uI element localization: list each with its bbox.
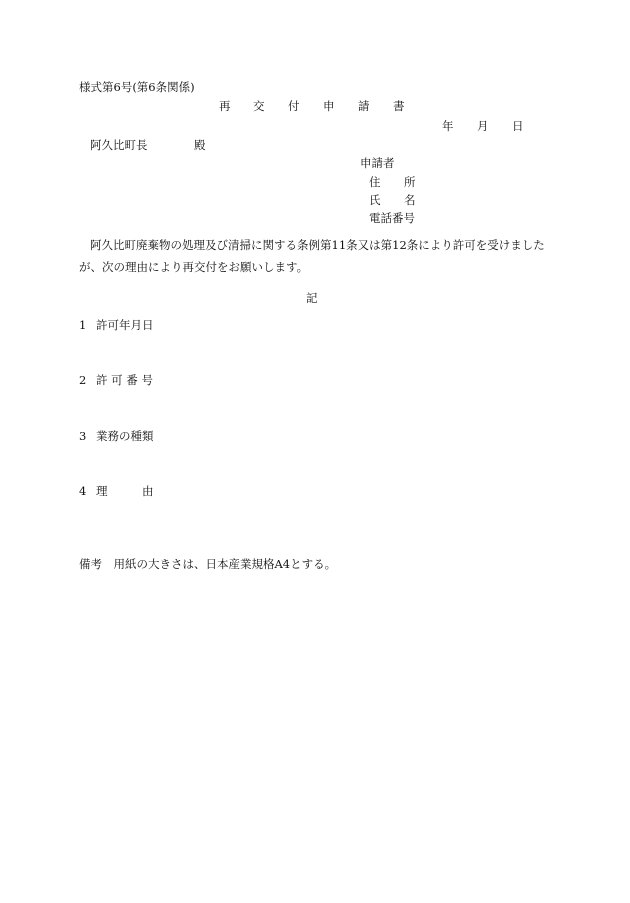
name-label: 名 [404,193,416,207]
form-number: 様式第6号(第6条関係) [79,80,195,94]
title-char: 請 [358,99,370,113]
title-char: 交 [253,99,265,113]
item-label: 許可年月日 [96,318,154,332]
address-label: 住 [369,175,381,189]
applicant-heading: 申請者 [360,156,395,170]
date-year-label: 年 [442,119,454,133]
item-number: 1 [79,318,87,332]
body-line: が、次の理由により再交付をお願いします。 [79,260,309,274]
item-number: 4 [79,484,87,498]
title-char: 付 [288,99,300,113]
item-number: 2 [79,373,87,387]
name-label: 氏 [369,193,381,207]
body-line: 阿久比町廃棄物の処理及び清掃に関する条例第11条又は第12条により許可を受けました [90,238,545,252]
item-label: 理 [96,484,108,498]
address-label: 所 [404,175,416,189]
date-day-label: 日 [512,119,524,133]
title-char: 書 [393,99,405,113]
item-label: 由 [142,484,154,498]
addressee-name: 阿久比町長 [90,138,148,152]
phone-label: 電話番号 [369,211,415,225]
date-month-label: 月 [477,119,489,133]
title-char: 申 [323,99,335,113]
item-label: 業務の種類 [96,429,154,443]
addressee-honorific: 殿 [194,138,206,152]
footnote: 備考 用紙の大きさは、日本産業規格A4とする。 [79,557,337,571]
item-number: 3 [79,429,87,443]
title-char: 再 [219,99,231,113]
ki-heading: 記 [306,291,318,305]
item-label: 許 可 番 号 [96,373,153,387]
